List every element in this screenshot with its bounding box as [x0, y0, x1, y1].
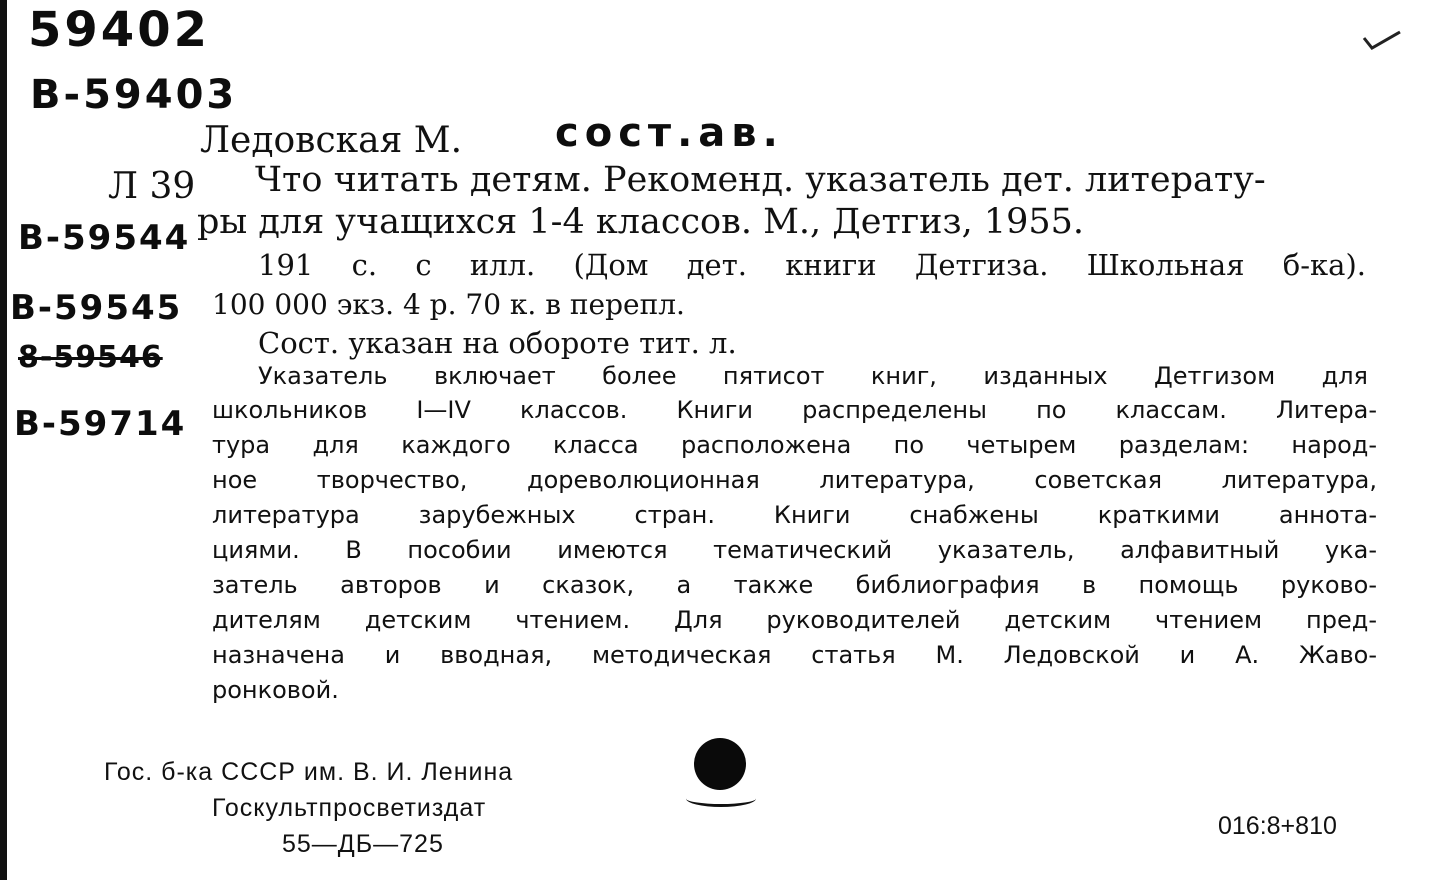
- library-stamp-dot: [694, 738, 746, 790]
- handwritten-code-4: В-59714: [14, 404, 187, 444]
- annotation-line: Указатель включает более пятисот книг, изданных Детгизом для: [258, 362, 1368, 390]
- checkmark-icon: [1362, 28, 1402, 52]
- handwritten-number-second: В-59403: [30, 72, 238, 118]
- annotation-line: литература зарубежных стран. Книги снабжены краткими аннота-: [212, 501, 1377, 529]
- note-line: Сост. указан на обороте тит. л.: [258, 326, 737, 360]
- annotation-line: назначена и вводная, методическая статья М. Ледовской и А. Жаво-: [212, 641, 1377, 669]
- annotation-line: ное творчество, дореволюционная литература, советская литература,: [212, 466, 1377, 494]
- annotation-line: затель авторов и сказок, а также библиография в помощь руково-: [212, 571, 1377, 599]
- author-heading: Ледовская М.: [200, 120, 463, 161]
- card-left-edge: [0, 0, 7, 880]
- description-line-1: 191 с. с илл. (Дом дет. книги Детгиза. Школьная б-ка).: [258, 248, 1366, 282]
- handwritten-code-2: В-59545: [10, 288, 183, 328]
- annotation-line: ронковой.: [212, 676, 339, 704]
- library-line: Гос. б-ка СССР им. В. И. Ленина: [104, 758, 514, 786]
- title-line-1: Что читать детям. Рекоменд. указатель дет. литерату-: [255, 160, 1266, 200]
- publisher-line: Госкультпросветиздат: [212, 794, 487, 822]
- annotation-line: тура для каждого класса расположена по четырем разделам: народ-: [212, 431, 1377, 459]
- library-stamp-mark: [686, 790, 756, 807]
- handwritten-composition-note: сост.ав.: [555, 110, 784, 156]
- shelf-mark: Л 39: [108, 166, 196, 207]
- card-number: 55—ДБ—725: [282, 830, 444, 858]
- annotation-line: циями. В пособии имеются тематический указатель, алфавитный ука-: [212, 536, 1377, 564]
- handwritten-code-struck: 8-59546: [18, 340, 163, 375]
- handwritten-code-1: В-59544: [18, 218, 191, 258]
- handwritten-number-top: 59402: [28, 2, 210, 58]
- annotation-line: дителям детским чтением. Для руководителей детским чтением пред-: [212, 606, 1377, 634]
- description-line-2: 100 000 экз. 4 р. 70 к. в перепл.: [212, 288, 685, 321]
- title-line-2: ры для учащихся 1-4 классов. М., Детгиз, 1955.: [197, 202, 1085, 242]
- annotation-line: школьников I—IV классов. Книги распределены по классам. Литера-: [212, 396, 1377, 424]
- classification-code: 016:8+810: [1218, 812, 1337, 840]
